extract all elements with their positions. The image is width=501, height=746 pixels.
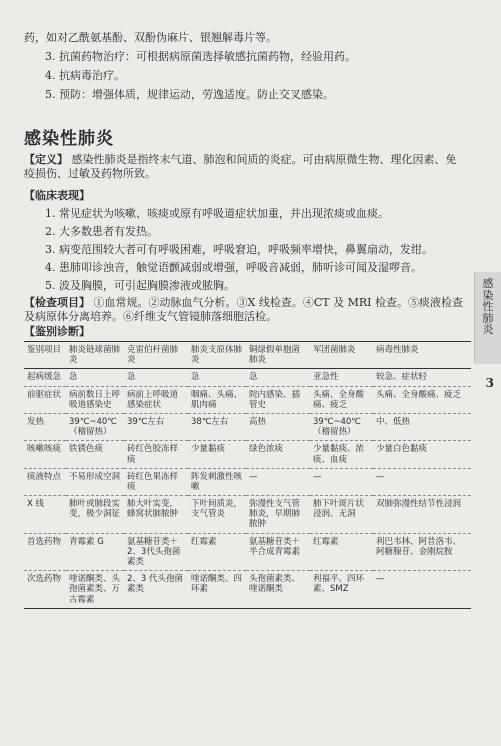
- table-cell: 较急、症状轻: [376, 372, 428, 383]
- table-cell: 少量黏痰: [191, 444, 226, 455]
- table-cell: 肺大叶实变，蜂窝状肺脓肿: [127, 499, 179, 520]
- exam-label: 【检查项目】: [24, 296, 90, 309]
- header-pneumococcal: 肺炎链球菌肺炎: [69, 345, 121, 366]
- table-cell: 青霉素 G: [69, 536, 104, 547]
- clinical-item-3: 3. 病变范围较大者可有呼吸困难，呼吸窘迫，呼吸频率增快，鼻翼扇动，发绀。: [45, 243, 433, 256]
- chapter-tab-title: 感染性肺炎: [482, 277, 494, 337]
- table-cell: 下叶间质炎，支气管炎: [191, 499, 243, 520]
- table-row: [24, 468, 471, 495]
- table-cell: 氨基糖苷类＋2、3代头孢菌素类: [127, 536, 181, 567]
- table-cell: 砖红色胶冻样痰: [127, 444, 179, 465]
- section-title: 感染性肺炎: [24, 129, 114, 149]
- page-number: 3: [485, 376, 494, 390]
- top-line-4: 5. 预防：增强体质，规律运动，劳逸适度。防止交叉感染。: [45, 88, 334, 101]
- table-cell: 喹诺酮类、四环素: [191, 574, 243, 595]
- table-cell: 砖红色果冻样痰: [127, 471, 179, 492]
- table-cell: X 线: [27, 499, 45, 510]
- table-cell: 头痛、全身酸痛、疲乏: [313, 389, 365, 410]
- header-klebsiella: 克雷伯杆菌肺炎: [127, 345, 179, 366]
- table-cell: 病前上呼吸道感染症状: [127, 389, 179, 410]
- table-cell: 头孢菌素类、喹诺酮类: [249, 574, 301, 595]
- table-cell: 少量白色黏痰: [376, 444, 428, 455]
- table-cell: 39℃~40℃（稽留热）: [313, 416, 361, 438]
- header-mycoplasma: 肺炎支原体肺炎: [191, 345, 243, 366]
- clinical-item-1: 1. 常见症状为咳嗽、咳痰或原有呼吸道症状加重，并出现浓痰或血痰。: [45, 207, 389, 220]
- exam-text: ①血常规。②动脉血气分析。③X 线检查。④CT 及 MRI 检查。⑤痰液检查及病原体分离培养。⑥纤维支气管镜肺落细胞活检。: [24, 296, 463, 324]
- table-cell: 高热: [249, 416, 267, 427]
- table-row: [24, 413, 471, 440]
- table-row: [24, 533, 471, 571]
- clinical-item-2: 2. 大多数患者有发热。: [45, 225, 158, 238]
- table-cell: 急: [191, 372, 200, 383]
- table-cell: 不易形成空洞: [69, 471, 121, 482]
- table-cell: 利福平、四环素、SMZ: [313, 574, 365, 595]
- definition-label: 【定义】: [24, 153, 68, 166]
- top-line-3: 4. 抗病毒治疗。: [45, 69, 125, 82]
- table-row: [24, 496, 471, 534]
- header-legionella: 军团菌肺炎: [313, 345, 356, 355]
- definition-block: [24, 153, 464, 182]
- header-item: 鉴别项目: [27, 345, 62, 355]
- table-cell: 前驱症状: [27, 389, 62, 400]
- table-cell: 肺下叶斑片状浸润、无洞: [313, 499, 365, 520]
- table-cell: 头痛、全身酸痛、疲乏: [376, 389, 462, 400]
- table-cell: 首选药物: [27, 536, 62, 547]
- table-cell: 铁锈色痰: [69, 444, 104, 455]
- table-cell: 阵发刺激性咳嗽: [191, 471, 243, 492]
- table-row: [24, 369, 471, 386]
- clinical-label: 【临床表现】: [24, 189, 90, 202]
- table-cell: 喹诺酮类、头孢菌素类、万古霉素: [69, 574, 121, 605]
- header-pseudomonas: 铜绿假单胞菌肺炎: [249, 345, 301, 366]
- table-cell: 急: [249, 372, 258, 383]
- table-cell: 中、低热: [376, 416, 411, 427]
- diagnosis-table: [24, 341, 471, 609]
- diagnosis-label: 【鉴别诊断】: [24, 325, 90, 338]
- header-viral: 病毒性肺炎: [376, 345, 419, 355]
- top-line-2: 3. 抗菌药物治疗：可根据病原菌选择敏感抗菌药物，经验用药。: [45, 50, 356, 63]
- table-cell: —: [376, 471, 385, 482]
- table-cell: 病前数日上呼吸道感染史: [69, 389, 121, 410]
- table-cell: 39℃左右: [127, 416, 165, 427]
- table-cell: 肺叶或肺段实变，极少洞征: [69, 499, 121, 520]
- table-cell: 发热: [27, 416, 45, 427]
- table-cell: 利巴韦林、阿昔洛韦、阿糖腺苷、金刚烷胺: [376, 536, 462, 557]
- table-cell: 2、3 代头孢菌素类: [127, 574, 184, 595]
- table-cell: 绿色浓痰: [249, 444, 284, 455]
- table-cell: 咳嗽咳痰: [27, 444, 62, 455]
- table-row: [24, 571, 471, 609]
- table-cell: 急: [69, 372, 78, 383]
- table-cell: 弥漫性支气管肺炎，早期肺脓肿: [249, 499, 301, 530]
- table-cell: 痰液特点: [27, 471, 62, 482]
- table-cell: 次选药物: [27, 574, 62, 585]
- top-line-1: 药，如对乙酰氨基酚、双酚伪麻片、银翘解毒片等。: [24, 31, 277, 44]
- table-cell: —: [313, 471, 322, 482]
- clinical-item-4: 4. 患肺叩诊浊音，触觉语颤减弱或增强，呼吸音减弱，肺听诊可闻及湿啰音。: [45, 261, 422, 274]
- table-cell: 38℃左右: [191, 416, 229, 427]
- table-cell: 少量黏痰、浓痰、血痰: [313, 444, 365, 465]
- table-row: [24, 441, 471, 468]
- table-cell: 咽痛、头痛、肌肉痛: [191, 389, 243, 410]
- exam-block: [24, 296, 464, 325]
- table-cell: 院内感染、插管史: [249, 389, 301, 410]
- table-cell: 氨基糖苷类＋半合成青霉素: [249, 536, 301, 557]
- table-row: [24, 386, 471, 413]
- table-cell: 双肺弥漫性结节性浸润: [376, 499, 462, 510]
- table-cell: 39℃~40℃（稽留热）: [69, 416, 117, 438]
- table-cell: —: [376, 574, 385, 585]
- definition-text: 感染性肺炎是指终末气道、肺泡和间质的炎症。可由病原微生物、理化因素、免疫损伤、过敏及药物所致。: [24, 153, 457, 181]
- table-cell: 亚急性: [313, 372, 339, 383]
- table-cell: 红霉素: [313, 536, 339, 547]
- table-header-row: [24, 342, 471, 369]
- table-cell: 急: [127, 372, 136, 383]
- clinical-item-5: 5. 波及胸膜，可引起胸膜渗液或脓胸。: [45, 279, 235, 292]
- table-cell: 起病缓急: [27, 372, 62, 383]
- table-cell: 红霉素: [191, 536, 217, 547]
- table-cell: —: [249, 471, 258, 482]
